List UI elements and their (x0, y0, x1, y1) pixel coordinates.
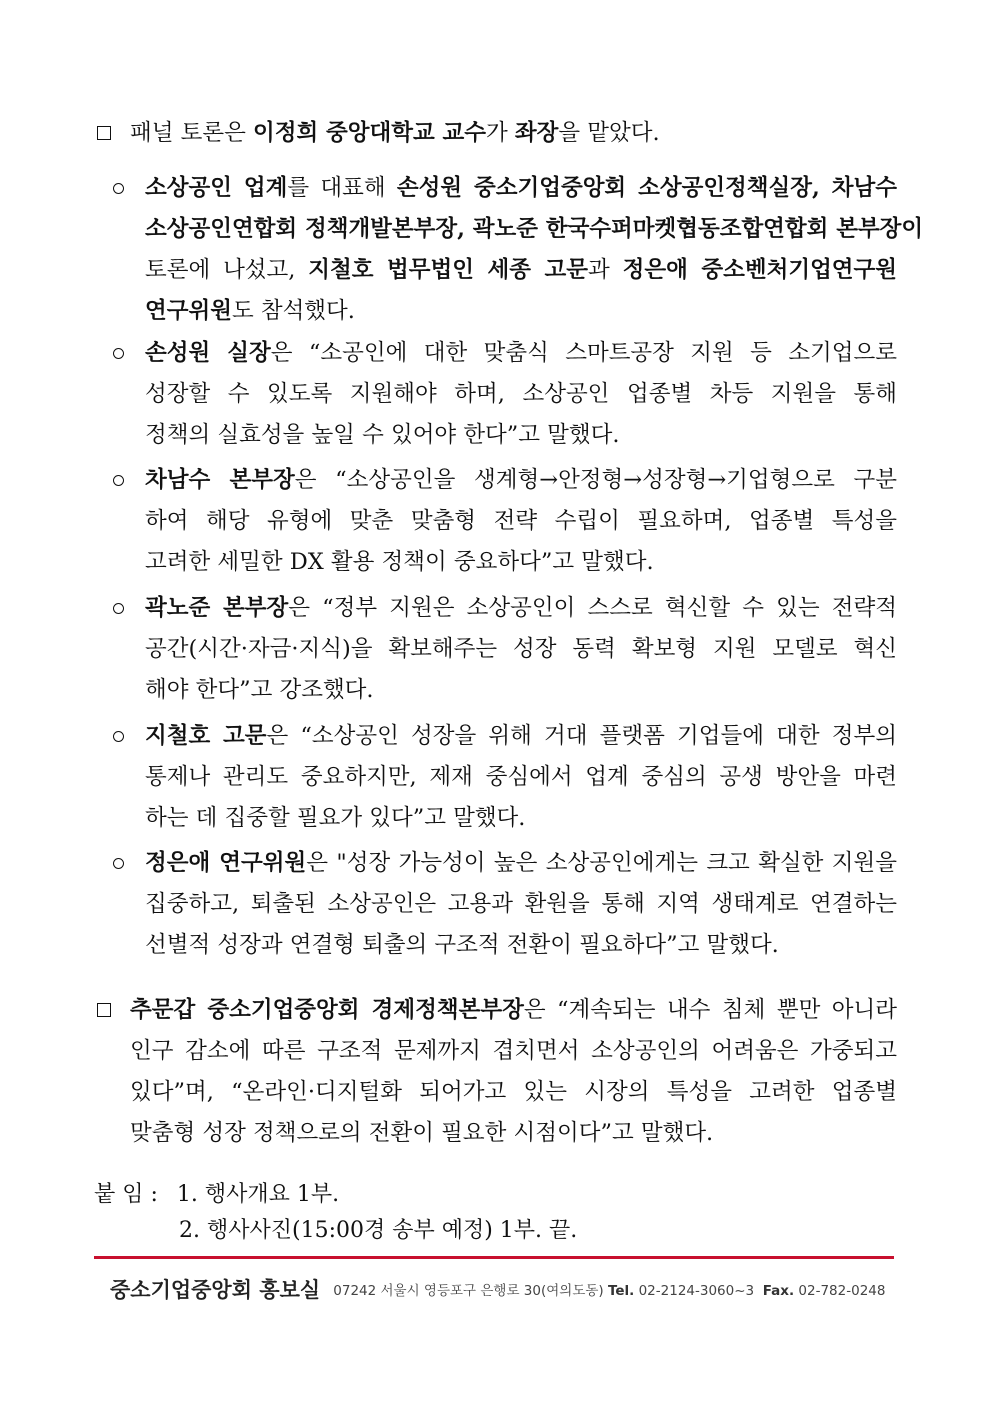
circle-bullet-icon (113, 731, 124, 742)
footer-contact: 07242 서울시 영등포구 은행로 30(여의도동) Tel. 02-2124-3060~3 Fax. 02-782-0248 (333, 1283, 886, 1299)
cha-statement-paragraph: 차남수 본부장은 “소상공인을 생계형→안정형→성장형→기업형으로 구분 하여 해당 유형에 맞춘 맞춤형 전략 수립이 필요하며, 업종별 특성을 고려한 세밀한 DX 활용 정책이 중요하다”고 말했다. (145, 467, 897, 575)
footer (110, 1274, 885, 1304)
son-statement-paragraph: 손성원 실장은 “소공인에 대한 맞춤식 스마트공장 지원 등 소기업으로 성장할 수 있도록 지원해야 하며, 소상공인 업종별 차등 지원을 통해 정책의 실효성을 높일 수 있어야 한다”고 말했다. (145, 340, 897, 448)
square-bullet-icon (97, 1003, 111, 1017)
footer-address: 07242 서울시 영등포구 은행로 30(여의도동) (333, 1283, 604, 1299)
kwak-statement-paragraph: 곽노준 본부장은 “정부 지원은 소상공인이 스스로 혁신할 수 있는 전략적 공간(시간·자금·지식)을 확보해주는 성장 동력 확보형 지원 모델로 혁신 해야 한다”고 강조했다. (145, 595, 897, 703)
footer-tel: 02-2124-3060~3 (638, 1283, 755, 1299)
attachments-label: 붙 임 : (94, 1182, 158, 1207)
circle-bullet-icon (113, 475, 124, 486)
ji-statement-paragraph: 지철호 고문은 “소상공인 성장을 위해 거대 플랫폼 기업들에 대한 정부의 통제나 관리도 중요하지만, 제재 중심에서 업계 중심의 공생 방안을 마련 하는 데 집중할 필요가 있다”고 말했다. (145, 723, 897, 831)
circle-bullet-icon (113, 183, 124, 194)
panelists-paragraph: 소상공인 업계를 대표해 손성원 중소기업중앙회 소상공인정책실장, 차남수 소상공인연합회 정책개발본부장, 곽노준 한국수퍼마켓협동조합연합회 본부장이 토론에 나섰고, 지철호 법무법인 세종 고문과 정은애 중소벤처기업연구원 연구위원도 참석했다. (145, 175, 924, 324)
circle-bullet-icon (113, 348, 124, 359)
footer-org: 중소기업중앙회 홍보실 (110, 1278, 321, 1302)
jung-statement-paragraph: 정은애 연구위원은 "성장 가능성이 높은 소상공인에게는 크고 확실한 지원을 집중하고, 퇴출된 소상공인은 고용과 환원을 통해 지역 생태계로 연결하는 선별적 성장과 연결형 퇴출의 구조적 전환이 필요하다”고 말했다. (145, 850, 897, 958)
panel-chair-paragraph: 패널 토론은 이정희 중앙대학교 교수가 좌장을 맡았다. (130, 120, 660, 146)
choo-statement-paragraph: 추문갑 중소기업중앙회 경제정책본부장은 “계속되는 내수 침체 뿐만 아니라 인구 감소에 따른 구조적 문제까지 겹치면서 소상공인의 어려움은 가중되고 있다”며, “온라인·디지털화 되어가고 있는 시장의 특성을 고려한 업종별 맞춤형 성장 정책으로의 전환이 필요한 시점이다”고 말했다. (130, 997, 897, 1146)
footer-divider (94, 1256, 894, 1259)
circle-bullet-icon (113, 603, 124, 614)
footer-fax: 02-782-0248 (798, 1283, 886, 1299)
square-bullet-icon (97, 126, 111, 140)
attachment-item: 1. 행사개요 1부. (176, 1182, 340, 1207)
attachments-block (94, 1177, 577, 1249)
circle-bullet-icon (113, 858, 124, 869)
attachment-item: 2. 행사사진(15:00경 송부 예정) 1부. 끝. (179, 1218, 578, 1243)
